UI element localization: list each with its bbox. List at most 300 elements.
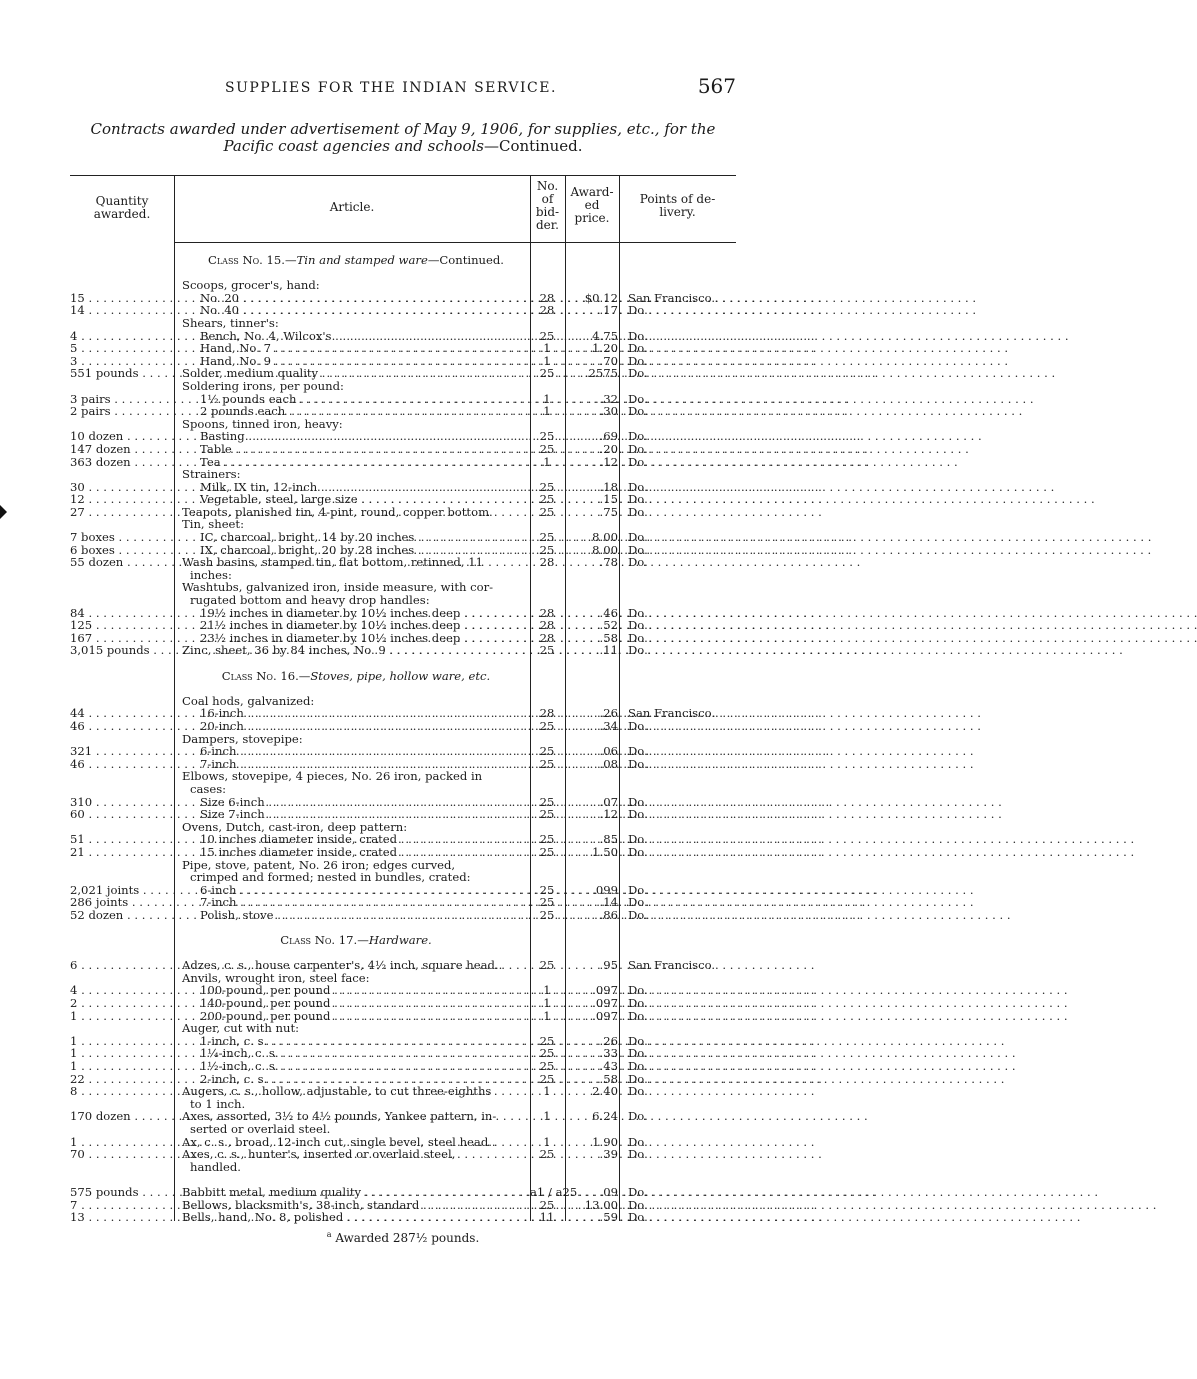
price-cell: 8.00 xyxy=(592,542,618,557)
quantity-cell xyxy=(70,1110,173,1123)
quantity-cell xyxy=(70,846,173,859)
table-row xyxy=(70,959,736,972)
class-heading-row xyxy=(70,254,736,267)
header-quantity-line: awarded. xyxy=(93,207,151,221)
quantity-text: 1 . . . xyxy=(70,1035,173,1048)
quantity-text: 2 . . . xyxy=(70,997,173,1010)
bidder-cell: 28 xyxy=(539,555,555,570)
article-text: 19½ inches in diameter by 10½ inches deep . . . xyxy=(200,607,548,620)
bidder-cell: 28 xyxy=(539,706,555,721)
quantity-text: 1 . . . xyxy=(70,1136,173,1149)
table-row xyxy=(70,770,736,783)
header-delivery-line: Points of de- xyxy=(639,192,716,206)
article-cell xyxy=(182,644,530,657)
bidder-cell: 25 xyxy=(539,1071,555,1086)
delivery-cell: Do. xyxy=(628,1008,648,1023)
delivery-cell: Do. xyxy=(628,504,648,519)
article-text: 1¼-inch, c. s. . . . xyxy=(200,1047,548,1060)
article-text: 2-inch, c. s. . . . xyxy=(200,1073,548,1086)
article-text: Dampers, stovepipe: xyxy=(182,731,303,746)
quantity-text: 167 . . . xyxy=(70,632,173,645)
article-text: Basting . . . xyxy=(200,430,548,443)
bidder-cell: 28 xyxy=(539,303,555,318)
bidder-cell: 1 xyxy=(543,341,551,356)
header-price-line: Award- xyxy=(570,185,614,199)
article-text: Auger, cut with nut: xyxy=(182,1021,300,1036)
bidder-cell: 28 xyxy=(539,605,555,620)
delivery-cell: Do. xyxy=(628,756,648,771)
article-text: Soldering irons, per pound: xyxy=(182,378,344,393)
class-continued: —Continued. xyxy=(427,253,504,267)
price-cell: .09 xyxy=(599,1184,618,1199)
header-quantity-line: Quantity xyxy=(95,194,149,208)
quantity-cell xyxy=(70,304,173,317)
article-text: Shears, tinner's: xyxy=(182,315,279,330)
article-text: 100-pound, per pound . . . xyxy=(200,984,548,997)
article-text: 140-pound, per pound . . . xyxy=(200,997,548,1010)
article-text: 10 inches diameter inside, crated . . . xyxy=(200,833,548,846)
price-cell: .097 xyxy=(592,996,618,1011)
article-text: Tea . . . xyxy=(200,456,548,469)
table-row xyxy=(70,594,736,607)
quantity-text: 84 . . . xyxy=(70,607,173,620)
bidder-cell: 1 xyxy=(543,1084,551,1099)
table-row xyxy=(70,1211,736,1224)
delivery-cell: Do. xyxy=(628,328,648,343)
price-cell: .30 xyxy=(599,404,618,419)
price-cell: 1.50 xyxy=(592,844,618,859)
delivery-cell: Do. xyxy=(628,907,648,922)
header-quantity xyxy=(70,195,174,221)
article-text: serted or overlaid steel. xyxy=(190,1121,331,1136)
bidder-cell: 25 xyxy=(539,907,555,922)
delivery-cell: Do. xyxy=(628,1033,648,1048)
quantity-text: 1 . . . xyxy=(70,1047,173,1060)
price-cell: .33 xyxy=(599,1046,618,1061)
bidder-cell: 1 xyxy=(543,1134,551,1149)
article-text: Washtubs, galvanized iron, inside measure, with cor- xyxy=(182,580,494,595)
table-row xyxy=(70,871,736,884)
price-cell: .75 xyxy=(599,504,618,519)
class-title: Hardware. xyxy=(368,933,432,948)
price-cell: .70 xyxy=(599,353,618,368)
table-row xyxy=(70,896,736,909)
quantity-text: 44 . . . xyxy=(70,707,173,720)
article-text: Coal hods, galvanized: xyxy=(182,693,315,708)
table-row xyxy=(70,443,736,456)
price-cell: .34 xyxy=(599,718,618,733)
article-text: Polish, stove . . . xyxy=(200,909,548,922)
caption-continued: —Continued. xyxy=(483,137,583,155)
quantity-cell xyxy=(70,745,173,758)
article-text: 7-inch . . . xyxy=(200,896,548,909)
price-cell: .17 xyxy=(599,303,618,318)
delivery-cell: Do. xyxy=(628,794,648,809)
bidder-cell: 25 xyxy=(539,542,555,557)
article-text: Axes, assorted, 3½ to 4½ pounds, Yankee pattern, in- xyxy=(182,1109,497,1124)
quantity-text: 13 . . . xyxy=(70,1211,173,1224)
delivery-cell: Do. xyxy=(628,1059,648,1073)
quantity-text: 6 . . . xyxy=(70,959,173,972)
article-cell xyxy=(182,909,548,922)
bidder-cell: 1 xyxy=(543,404,551,419)
price-cell: .18 xyxy=(599,479,618,494)
price-cell: 2.40 xyxy=(592,1084,618,1099)
delivery-cell: Do. xyxy=(628,341,648,356)
article-text: Babbitt metal, medium quality . . . xyxy=(182,1186,530,1199)
price-cell: .78 xyxy=(599,555,618,570)
bidder-cell: 25 xyxy=(539,895,555,910)
delivery-cell: Do. xyxy=(628,1134,648,1149)
quantity-cell xyxy=(70,405,173,418)
footnote-text: Awarded 287½ pounds. xyxy=(335,1231,480,1245)
article-text: 7-inch . . . xyxy=(200,758,548,771)
table-row xyxy=(70,1085,736,1098)
delivery-cell: Do. xyxy=(628,454,648,469)
price-cell: .69 xyxy=(599,429,618,444)
price-cell: .39 xyxy=(599,1147,618,1162)
bidder-cell: 28 xyxy=(539,630,555,645)
table-row xyxy=(70,405,736,418)
bidder-cell: 25 xyxy=(539,882,555,897)
delivery-cell: Do. xyxy=(628,996,648,1011)
bidder-cell: 25 xyxy=(539,807,555,822)
price-cell: .08 xyxy=(599,756,618,771)
article-text: Scoops, grocer's, hand: xyxy=(182,278,320,293)
price-cell: .20 xyxy=(599,441,618,456)
price-cell: .097 xyxy=(592,983,618,998)
article-text: Wash basins, stamped tin, flat bottom, retinned, 11 xyxy=(182,555,483,570)
quantity-text: 52 dozen . . . xyxy=(70,909,173,922)
margin-arrow-mark xyxy=(0,505,7,519)
article-text: 6-inch . . . xyxy=(200,745,548,758)
article-cell xyxy=(182,619,548,632)
page-number: 567 xyxy=(697,74,736,98)
delivery-cell: Do. xyxy=(628,555,648,570)
class-number: Class No. 15.— xyxy=(208,253,297,267)
quantity-text: 4 . . . xyxy=(70,984,173,997)
quantity-text: 1 . . . xyxy=(70,1010,173,1023)
table-top-rule xyxy=(70,175,736,176)
quantity-cell xyxy=(70,1186,173,1199)
header-delivery xyxy=(619,193,736,219)
article-text: Size 7-inch . . . xyxy=(200,808,548,821)
article-text: Hand, No. 7 . . . xyxy=(200,342,548,355)
price-cell: .58 xyxy=(599,630,618,645)
bidder-cell: 1 xyxy=(543,1109,551,1124)
price-cell: .43 xyxy=(599,1059,618,1073)
header-delivery-line: livery. xyxy=(659,205,696,219)
article-text: Ax, c. s., broad, 12-inch cut, single bevel, steel head.. xyxy=(182,1134,496,1149)
article-text: 2 pounds each . . . xyxy=(200,405,548,418)
table-row xyxy=(70,909,736,922)
delivery-cell: Do. xyxy=(628,882,648,897)
delivery-cell: Do. xyxy=(628,530,648,545)
quantity-cell xyxy=(70,909,173,922)
article-text: 23½ inches in diameter by 10½ inches deep . . . xyxy=(200,632,548,645)
quantity-cell xyxy=(70,997,173,1010)
article-text: Hand, No. 9 . . . xyxy=(200,355,548,368)
quantity-cell xyxy=(70,1085,173,1098)
table-row xyxy=(70,317,736,330)
article-text: Bellows, blacksmith's, 38-inch, standard . . . xyxy=(182,1199,530,1212)
price-cell: .14 xyxy=(599,895,618,910)
quantity-text: 30 . . . xyxy=(70,481,173,494)
bidder-cell: 25 xyxy=(539,794,555,809)
header-bidder-line: der. xyxy=(535,218,559,232)
bidder-cell: 25 xyxy=(539,441,555,456)
quantity-text: 46 . . . xyxy=(70,758,173,771)
article-cell xyxy=(182,594,538,607)
delivery-cell: Do. xyxy=(628,718,648,733)
article-cell xyxy=(182,1022,530,1035)
quantity-text: 27 . . . xyxy=(70,506,173,519)
table-row xyxy=(70,997,736,1010)
bidder-cell: 11 xyxy=(539,1210,555,1225)
price-cell: .2575 xyxy=(584,366,618,381)
price-cell: .52 xyxy=(599,618,618,633)
quantity-text: 1 . . . xyxy=(70,1060,173,1073)
quantity-text: 5 . . . xyxy=(70,342,173,355)
bidder-cell: 25 xyxy=(539,1059,555,1073)
article-text: Elbows, stovepipe, 4 pieces, No. 26 iron, packed in xyxy=(182,769,483,784)
article-text: 20-inch . . . xyxy=(200,720,548,733)
article-cell xyxy=(182,997,548,1010)
bidder-cell: 1 xyxy=(543,353,551,368)
quantity-text: 6 boxes . . . xyxy=(70,544,173,557)
quantity-text: 551 pounds . . . xyxy=(70,367,173,380)
quantity-text: 12 . . . xyxy=(70,493,173,506)
article-text: Axes, c. s., hunter's, inserted or overlaid steel, xyxy=(182,1147,456,1162)
price-cell: .26 xyxy=(599,1033,618,1048)
article-text: 6-inch . . . xyxy=(200,884,548,897)
quantity-cell xyxy=(70,556,173,569)
bidder-cell: 25 xyxy=(539,1147,555,1162)
table-row xyxy=(70,720,736,733)
price-cell: .097 xyxy=(592,1008,618,1023)
article-cell xyxy=(182,1161,538,1174)
header-bidder-line: No. xyxy=(536,179,559,193)
footnote xyxy=(70,1230,736,1245)
running-title: SUPPLIES FOR THE INDIAN SERVICE. xyxy=(225,80,557,96)
class-heading-row xyxy=(70,934,736,947)
price-cell: .15 xyxy=(599,492,618,507)
article-cell xyxy=(182,468,530,481)
quantity-cell xyxy=(70,1060,173,1073)
bidder-cell: 25 xyxy=(539,504,555,519)
article-text: Augers, c. s., hollow, adjustable, to cut three-eighths xyxy=(182,1084,492,1099)
running-head xyxy=(70,74,736,100)
bidder-cell: 25 xyxy=(539,643,555,658)
quantity-cell xyxy=(70,808,173,821)
price-cell: .95 xyxy=(599,958,618,973)
delivery-cell: Do. xyxy=(628,391,648,406)
article-cell xyxy=(182,1186,530,1199)
delivery-cell: Do. xyxy=(628,1071,648,1086)
article-text: No. 40 . . . xyxy=(200,304,548,317)
bidder-cell: 25 xyxy=(539,744,555,759)
table-row xyxy=(70,644,736,657)
quantity-cell xyxy=(70,959,173,972)
quantity-cell xyxy=(70,531,173,544)
quantity-text: 22 . . . xyxy=(70,1073,173,1086)
article-text: Size 6-inch . . . xyxy=(200,796,548,809)
article-text: inches: xyxy=(190,567,232,582)
price-cell: .07 xyxy=(599,794,618,809)
delivery-cell: Do. xyxy=(628,441,648,456)
table-row xyxy=(70,1148,736,1161)
delivery-cell: Do. xyxy=(628,1084,648,1099)
article-text: Bench, No. 4, Wilcox's . . . xyxy=(200,330,548,343)
delivery-cell: Do. xyxy=(628,542,648,557)
article-cell xyxy=(182,380,530,393)
table-row xyxy=(70,506,736,519)
header-bidder-line: bid- xyxy=(535,205,560,219)
delivery-cell: Do. xyxy=(628,1109,648,1124)
delivery-cell: Do. xyxy=(628,366,648,381)
article-text: 1-inch, c. s. . . . xyxy=(200,1035,548,1048)
header-article: Article. xyxy=(329,200,375,214)
quantity-text: 310 . . . xyxy=(70,796,173,809)
delivery-cell: Do. xyxy=(628,844,648,859)
price-cell: .12 xyxy=(599,454,618,469)
delivery-cell: Do. xyxy=(628,895,648,910)
bidder-cell: 25 xyxy=(539,492,555,507)
quantity-cell xyxy=(70,506,173,519)
quantity-text: 21 . . . xyxy=(70,846,173,859)
delivery-cell: Do. xyxy=(628,618,648,633)
delivery-cell: Do. xyxy=(628,404,648,419)
article-text: Tin, sheet: xyxy=(182,517,244,532)
table-row xyxy=(70,619,736,632)
article-cell xyxy=(182,556,530,569)
quantity-cell xyxy=(70,720,173,733)
article-text: Solder, medium quality . . . xyxy=(182,367,530,380)
table-row xyxy=(70,1186,736,1199)
article-cell xyxy=(182,342,548,355)
article-text: handled. xyxy=(190,1159,241,1174)
class-heading xyxy=(182,254,530,267)
quantity-cell xyxy=(70,342,173,355)
article-text: Milk, IX tin, 12-inch . . . xyxy=(200,481,548,494)
price-cell: .26 xyxy=(599,706,618,721)
delivery-cell: San Francisco. xyxy=(628,706,716,721)
article-text: cases: xyxy=(190,781,227,796)
class-number: Class No. 16.— xyxy=(221,668,311,683)
bidder-cell: 25 xyxy=(539,832,555,847)
bidder-cell: 25 xyxy=(539,1197,555,1212)
article-cell xyxy=(182,531,548,544)
table-row xyxy=(70,1010,736,1023)
table-body xyxy=(70,254,736,1224)
header-bidder-line: of xyxy=(541,192,554,206)
article-text: Adzes, c. s., house carpenter's, 4½ inch, square head.. xyxy=(182,958,503,973)
price-cell: 1.20 xyxy=(592,341,618,356)
bidder-cell: 25 xyxy=(539,1046,555,1061)
table-row xyxy=(70,745,736,758)
footnote-marker: a xyxy=(326,1230,332,1239)
header-bidder xyxy=(530,180,565,232)
article-text: Spoons, tinned iron, heavy: xyxy=(182,416,343,431)
article-text: 200-pound, per pound . . . xyxy=(200,1010,548,1023)
bidder-cell: 25 xyxy=(539,429,555,444)
quantity-text: 7 boxes . . . xyxy=(70,531,173,544)
bidder-cell: 28 xyxy=(539,618,555,633)
article-cell xyxy=(182,443,548,456)
quantity-text: 363 dozen . . . xyxy=(70,456,173,469)
delivery-cell: Do. xyxy=(628,429,648,444)
delivery-cell: Do. xyxy=(628,1210,648,1225)
quantity-text: 14 . . . xyxy=(70,304,173,317)
header-price-line: price. xyxy=(574,211,610,225)
table-row xyxy=(70,783,736,796)
quantity-text: 10 dozen . . . xyxy=(70,430,173,443)
article-text: Vegetable, steel, large size . . . xyxy=(200,493,548,506)
price-cell: .06 xyxy=(599,744,618,759)
table-row xyxy=(70,1022,736,1035)
header-price-line: ed xyxy=(584,198,600,212)
price-cell: .11 xyxy=(599,643,618,658)
article-text: Table . . . xyxy=(200,443,548,456)
quantity-text: 321 . . . xyxy=(70,745,173,758)
delivery-cell: Do. xyxy=(628,492,648,507)
class-heading xyxy=(182,934,530,947)
article-text: IX, charcoal, bright, 20 by 28 inches . . . xyxy=(200,544,548,557)
quantity-text: 46 . . . xyxy=(70,720,173,733)
article-text: 16-inch . . . xyxy=(200,707,548,720)
class-number: Class No. 17.— xyxy=(280,933,369,948)
quantity-text: 7 . . . xyxy=(70,1199,173,1212)
quantity-cell xyxy=(70,1148,173,1161)
bidder-cell: 25 xyxy=(539,328,555,343)
price-cell: .12 xyxy=(599,807,618,822)
header-price xyxy=(565,186,619,225)
price-cell: .85 xyxy=(599,832,618,847)
bidder-cell: 25 xyxy=(539,479,555,494)
quantity-text: 55 dozen . . . xyxy=(70,556,173,569)
quantity-text: 3,015 pounds . . . xyxy=(70,644,173,657)
price-cell: $0.12 xyxy=(584,290,618,305)
quantity-text: 3 . . . xyxy=(70,355,173,368)
delivery-cell: Do. xyxy=(628,353,648,368)
quantity-text: 51 . . . xyxy=(70,833,173,846)
bidder-cell: 25 xyxy=(539,1033,555,1048)
price-cell: 1.90 xyxy=(592,1134,618,1149)
bidder-cell: 1 xyxy=(543,454,551,469)
class-title: Stoves, pipe, hollow ware, etc. xyxy=(310,668,491,683)
quantity-cell xyxy=(70,758,173,771)
quantity-cell xyxy=(70,619,173,632)
delivery-cell: Do. xyxy=(628,1147,648,1162)
class-heading-row xyxy=(70,670,736,683)
table-row xyxy=(70,367,736,380)
table-row xyxy=(70,556,736,569)
header-bottom-rule xyxy=(175,242,736,243)
table-row xyxy=(70,1060,736,1073)
table-row xyxy=(70,279,736,292)
price-cell: .099 xyxy=(592,882,618,897)
table-row xyxy=(70,456,736,469)
table-row xyxy=(70,1161,736,1174)
delivery-cell: Do. xyxy=(628,1184,648,1199)
spacer-row xyxy=(70,267,736,280)
bidder-cell: 1 xyxy=(543,391,551,406)
article-cell xyxy=(182,770,530,783)
article-text: crimped and formed; nested in bundles, crated: xyxy=(190,870,471,885)
article-cell xyxy=(182,896,548,909)
delivery-cell: Do. xyxy=(628,605,648,620)
quantity-text: 8 . . . xyxy=(70,1085,173,1098)
